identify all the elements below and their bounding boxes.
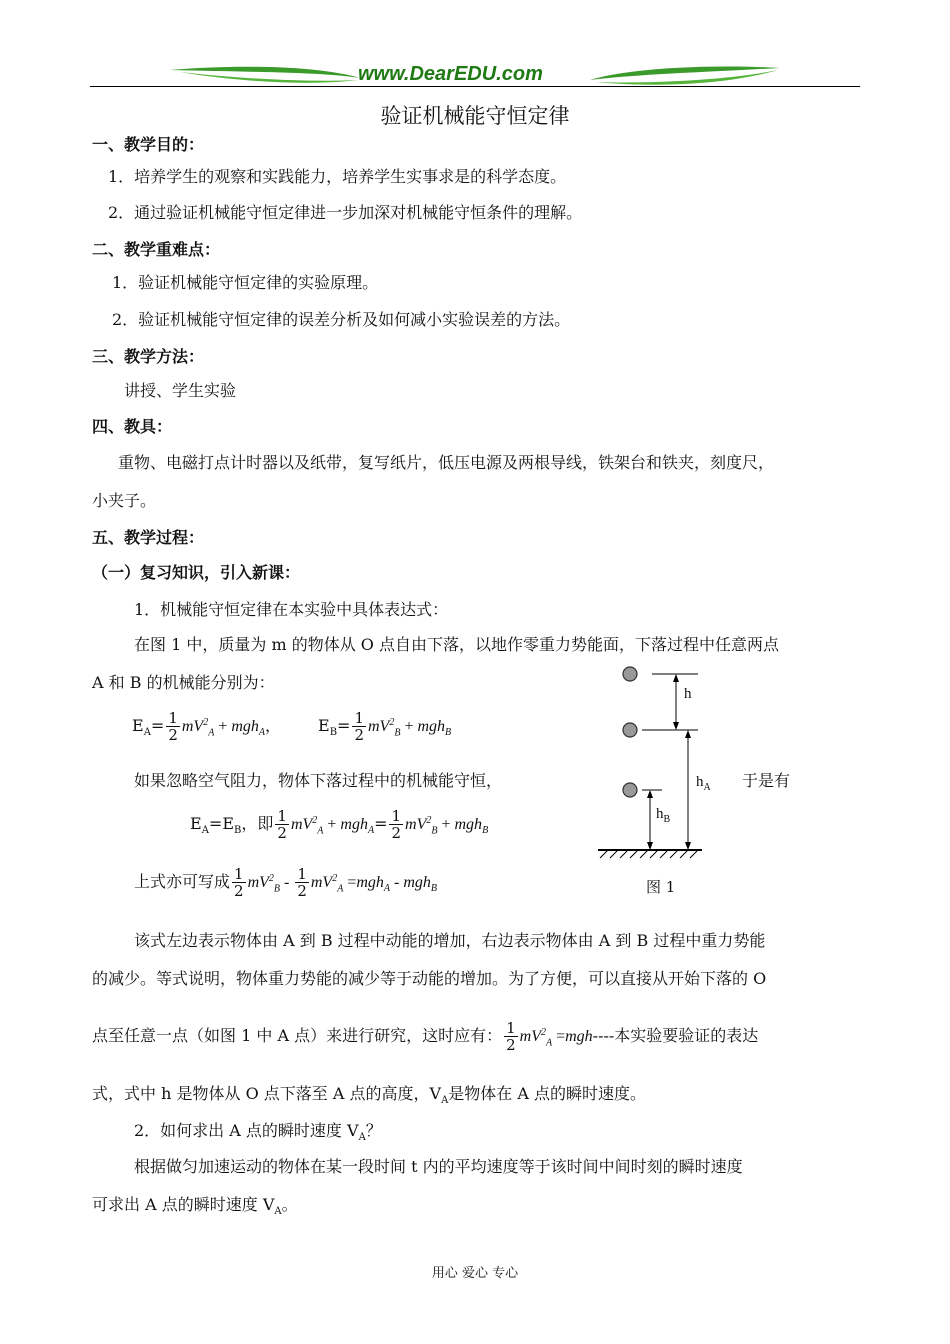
key-point-item-1: 1．验证机械能守恒定律的实验原理。: [112, 273, 379, 292]
paragraph-figure-desc-2: A 和 B 的机械能分别为：: [92, 673, 275, 692]
equation-conservation: $E_A=E_B$，即 $\frac{1}{2}$ $mV^2_A + mgh_A=$ $\frac{1}{2}$ $mV^2_B + mgh_B$: [190, 807, 489, 842]
paragraph-therefore: 于是有: [742, 771, 791, 790]
label-hb: $h_B$: [656, 806, 671, 825]
fraction-half: $\frac{1}{2}$: [391, 807, 402, 842]
section-heading-tools: 四、教具：: [92, 417, 173, 436]
tools-text-line-1: 重物、电磁打点计时器以及纸带，复写纸片，低压电源及两根导线，铁架台和铁夹，刻度尺，: [118, 453, 775, 472]
site-logo: www.DearEDU.com: [358, 63, 543, 85]
header-rule: [90, 86, 860, 87]
paragraph-velocity-question: 2．如何求出 A 点的瞬时速度 $V_A$？: [134, 1121, 382, 1144]
paragraph-explanation-3: 点至任意一点（如图 1 中 A 点）来进行研究，这时应有： $\frac{1}{2}$ $mV^2_A =mgh----$本实验要验证的表达: [92, 1019, 759, 1054]
section-heading-process: 五、教学过程：: [92, 528, 205, 547]
key-point-item-2: 2．验证机械能守恒定律的误差分析及如何减小实验误差的方法。: [112, 310, 571, 329]
ball-a: [623, 723, 637, 737]
fraction-half: $\frac{1}{2}$: [234, 865, 244, 900]
paragraph-explanation-1: 该式左边表示物体由 A 到 B 过程中动能的增加，右边表示物体由 A 到 B 过程中重力势能: [134, 931, 766, 950]
equation-energy-a: $E_A=$ $\frac{1}{2}$ $mV^2_A + mgh_A$，: [132, 709, 282, 744]
subsection-heading-review: （一）复习知识，引入新课：: [92, 563, 301, 582]
objective-item-2: 2．通过验证机械能守恒定律进一步加深对机械能守恒条件的理解。: [108, 203, 583, 222]
ball-o: [623, 667, 637, 681]
equation-energy-b: $E_B=$ $\frac{1}{2}$ $mV^2_B + mgh_B$: [318, 709, 452, 744]
paragraph-velocity-answer-1: 根据做匀加速运动的物体在某一段时间 t 内的平均速度等于该时间中间时刻的瞬时速度: [134, 1157, 743, 1176]
fraction-half: $\frac{1}{2}$: [277, 807, 287, 842]
paragraph-explanation-4: 式，式中 h 是物体从 O 点下落至 A 点的高度，$V_A$是物体在 A 点的瞬时速度。: [92, 1084, 647, 1107]
fraction-half: $\frac{1}{2}$: [354, 709, 364, 744]
free-fall-diagram: [590, 660, 710, 870]
fraction-half: $\frac{1}{2}$: [506, 1019, 516, 1054]
label-ha: $h_A$: [696, 774, 711, 793]
tools-text-line-2: 小夹子。: [92, 491, 157, 510]
section-heading-methods: 三、教学方法：: [92, 347, 205, 366]
paragraph-figure-desc-1: 在图 1 中，质量为 m 的物体从 O 点自由下落，以地作零重力势能面，下落过程中任意两点: [134, 635, 779, 654]
paragraph-explanation-2: 的减少。等式说明，物体重力势能的减少等于动能的增加。为了方便，可以直接从开始下落的 O: [92, 969, 767, 988]
label-h: h: [684, 686, 692, 702]
methods-text: 讲授、学生实验: [124, 381, 237, 400]
objective-item-1: 1．培养学生的观察和实践能力，培养学生实事求是的科学态度。: [108, 167, 567, 186]
paragraph-air-resistance: 如果忽略空气阻力，物体下落过程中的机械能守恒，: [134, 771, 503, 790]
ball-b: [623, 783, 637, 797]
section-heading-objectives: 一、教学目的：: [92, 135, 205, 154]
figure-1: [590, 660, 710, 900]
paragraph-expression-intro: 1．机械能守恒定律在本实验中具体表达式：: [134, 600, 449, 619]
page-footer: 用心 爱心 专心: [431, 1266, 519, 1281]
figure-caption: 图 1: [646, 878, 676, 896]
fraction-half: $\frac{1}{2}$: [297, 865, 307, 900]
page-title: 验证机械能守恒定律: [380, 104, 570, 128]
fraction-half: $\frac{1}{2}$: [168, 709, 178, 744]
section-heading-key-points: 二、教学重难点：: [92, 240, 221, 259]
equation-rewritten: 上式亦可写成 $\frac{1}{2}$ $mV^2_B$ - $\frac{1}{2}$ $mV^2_A =mgh_A - mgh_B$: [134, 865, 438, 900]
paragraph-velocity-answer-2: 可求出 A 点的瞬时速度 $V_A$。: [92, 1195, 298, 1218]
